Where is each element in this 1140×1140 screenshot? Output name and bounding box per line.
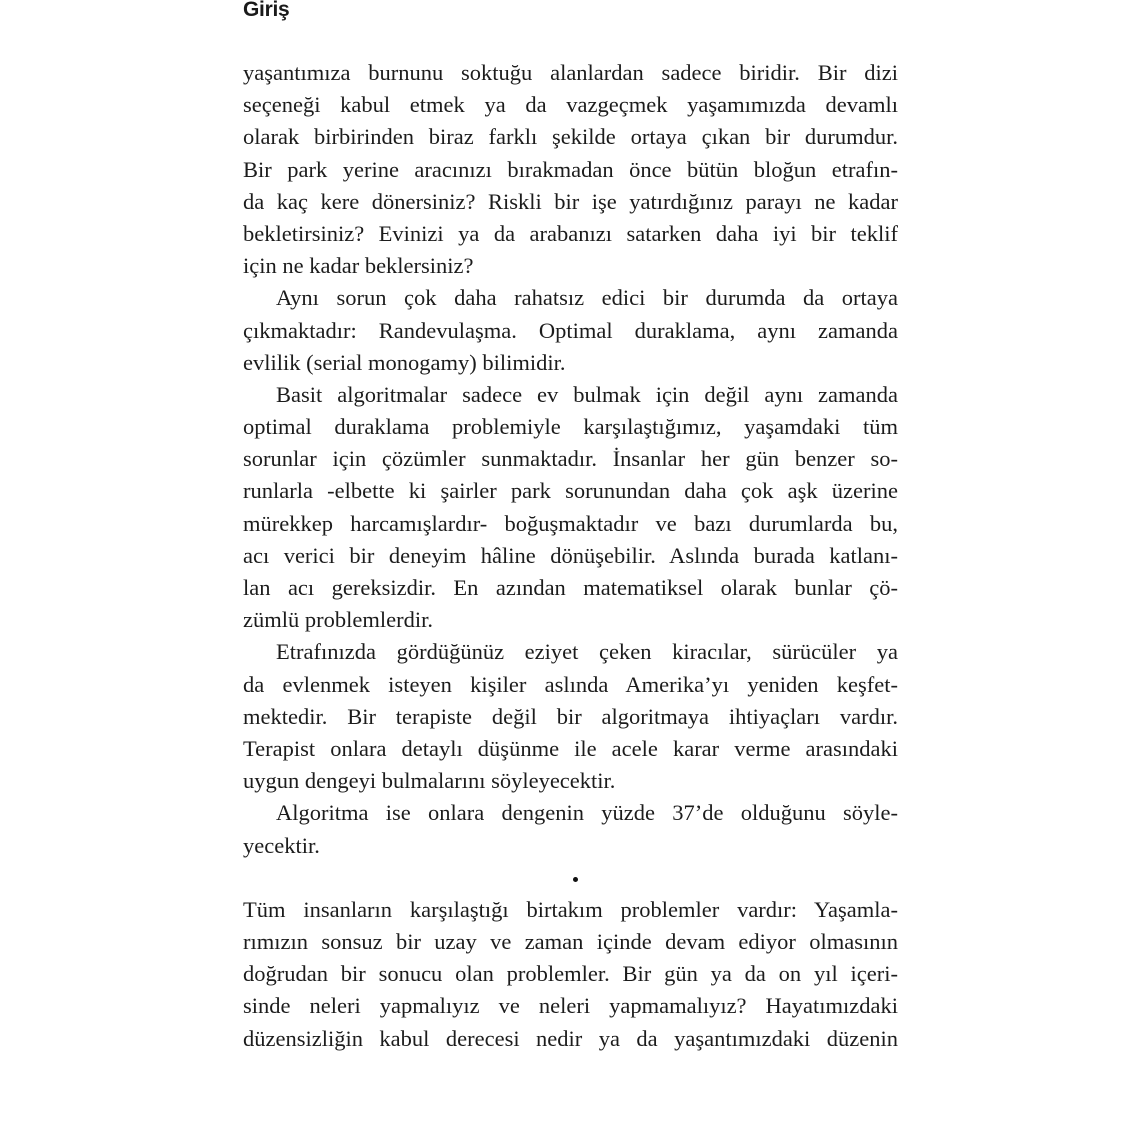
text-line: sorunlar için çözümler sunmaktadır. İnsanlar her gün benzer so- xyxy=(243,446,898,472)
paragraph-6 xyxy=(243,894,898,1055)
text-line: runlarla -elbette ki şairler park sorunundan daha çok aşk üzerine xyxy=(243,478,898,504)
text-line: acı verici bir deneyim hâline dönüşebilir. Aslında burada katlanı- xyxy=(243,542,898,568)
text-line: Terapist onlara detaylı düşünme ile acele karar verme arasındaki xyxy=(243,735,898,761)
bullet-dot-icon xyxy=(573,877,578,882)
text-line: mektedir. Bir terapiste değil bir algoritmaya ihtiyaçları vardır. xyxy=(243,703,898,729)
text-line: rımızın sonsuz bir uzay ve zaman içinde devam ediyor olmasının xyxy=(243,929,898,955)
paragraph-4 xyxy=(243,636,898,797)
text-line: çıkmaktadır: Randevulaşma. Optimal duraklama, aynı zamanda xyxy=(243,317,898,343)
text-line: da kaç kere dönersiniz? Riskli bir işe yatırdığınız parayı ne kadar xyxy=(243,188,898,214)
text-line: yaşantımıza burnunu soktuğu alanlardan sadece biridir. Bir dizi xyxy=(243,60,898,85)
text-line: Bir park yerine aracınızı bırakmadan önce bütün bloğun etrafın- xyxy=(243,156,898,182)
text-line: yecektir. xyxy=(243,832,320,858)
text-line: optimal duraklama problemiyle karşılaştığımız, yaşamdaki tüm xyxy=(243,414,898,440)
text-line: Etrafınızda gördüğünüz eziyet çeken kiracılar, sürücüler ya xyxy=(276,639,898,665)
section-break xyxy=(243,862,898,894)
text-line: lan acı gereksizdir. En azından matematiksel olarak bunlar çö- xyxy=(243,575,898,600)
text-line: da evlenmek isteyen kişiler aslında Amerika’yı yeniden keşfet- xyxy=(243,671,898,697)
text-line: zümlü problemlerdir. xyxy=(243,607,433,633)
text-line: doğrudan bir sonucu olan problemler. Bir gün ya da on yıl içeri- xyxy=(243,961,898,987)
text-line: sinde neleri yapmalıyız ve neleri yapmamalıyız? Hayatımızdaki xyxy=(243,993,898,1019)
body-text xyxy=(243,57,898,1055)
paragraph-2 xyxy=(243,282,898,379)
text-line: Aynı sorun çok daha rahatsız edici bir durumda da ortaya xyxy=(276,285,898,311)
text-line: Tüm insanların karşılaştığı birtakım problemler vardır: Yaşamla- xyxy=(243,896,898,922)
text-line: bekletirsiniz? Evinizi ya da arabanızı satarken daha iyi bir teklif xyxy=(243,220,898,246)
paragraph-3 xyxy=(243,379,898,637)
text-line: düzensizliğin kabul derecesi nedir ya da yaşantımızdaki düzenin xyxy=(243,1025,898,1051)
paragraph-1 xyxy=(243,57,898,282)
text-line: uygun dengeyi bulmalarını söyleyecektir. xyxy=(243,768,616,794)
text-line: Basit algoritmalar sadece ev bulmak için değil aynı zamanda xyxy=(276,381,898,407)
running-title: Giriş xyxy=(243,0,290,21)
text-line: için ne kadar beklersiniz? xyxy=(243,253,474,279)
text-line: evlilik (serial monogamy) bilimidir. xyxy=(243,349,566,375)
text-line: seçeneği kabul etmek ya da vazgeçmek yaşamımızda devamlı xyxy=(243,92,898,118)
paragraph-5 xyxy=(243,797,898,861)
text-line: mürekkep harcamışlardır- boğuşmaktadır ve bazı durumlarda bu, xyxy=(243,510,898,536)
text-line: Algoritma ise onlara dengenin yüzde 37’de olduğunu söyle- xyxy=(276,800,898,826)
text-line: olarak birbirinden biraz farklı şekilde ortaya çıkan bir durumdur. xyxy=(243,124,898,150)
